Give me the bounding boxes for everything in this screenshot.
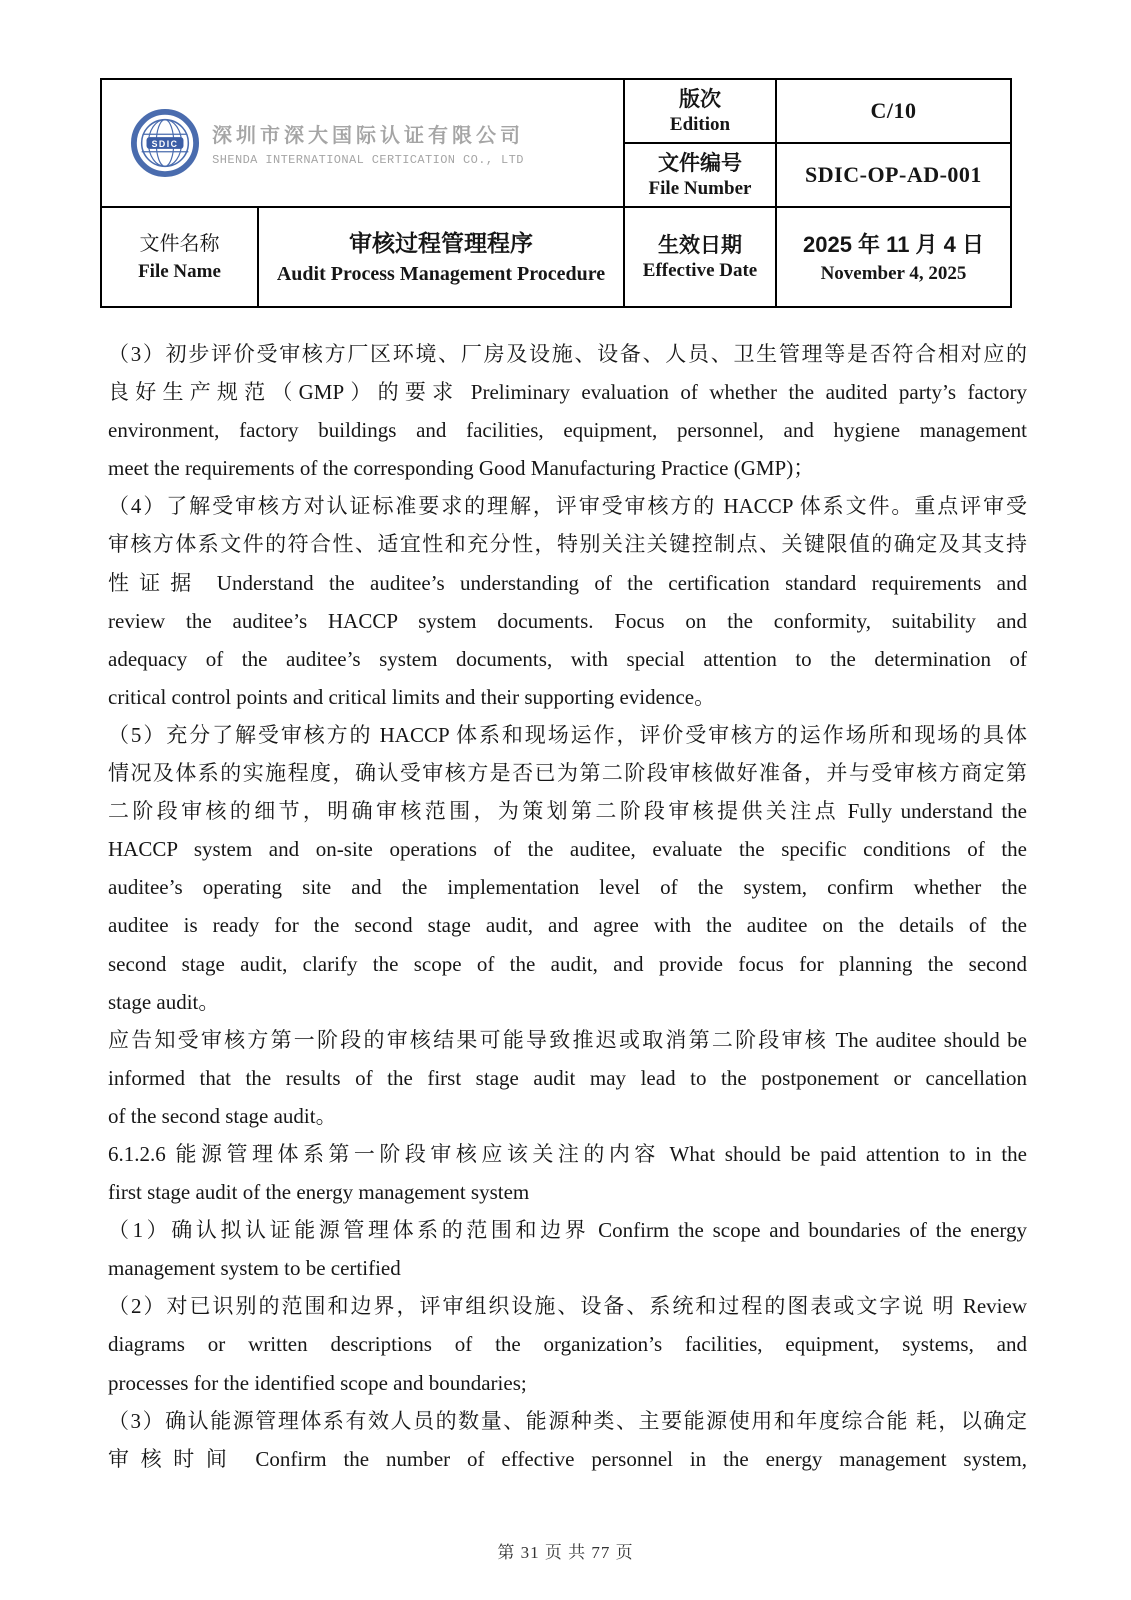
file-number-value: SDIC-OP-AD-001 bbox=[776, 143, 1011, 207]
logo-cell bbox=[101, 79, 624, 207]
body-line: 良好生产规范（GMP）的要求 Preliminary evaluation of whether the audited party’s factory bbox=[108, 380, 1027, 405]
company-name-zh: 深圳市深大国际认证有限公司 bbox=[212, 125, 524, 147]
edition-label-cell bbox=[624, 79, 776, 143]
body-line: （1）确认拟认证能源管理体系的范围和边界 Confirm the scope and boundaries of the energy bbox=[108, 1218, 1027, 1243]
effective-date-label-cell bbox=[624, 207, 776, 307]
effective-date-value-cell bbox=[776, 207, 1011, 307]
company-names bbox=[212, 119, 524, 167]
body-line: diagrams or written descriptions of the organization’s facilities, equipment, systems, and bbox=[108, 1332, 1027, 1357]
header-table bbox=[100, 78, 1012, 308]
body-line: stage audit。 bbox=[108, 989, 220, 1014]
file-name-label-zh: 文件名称 bbox=[139, 233, 220, 255]
body-line: （3）初步评价受审核方厂区环境、厂房及设施、设备、人员、卫生管理等是否符合相对应的 bbox=[108, 342, 1027, 366]
body-line: meet the requirements of the corresponding Good Manufacturing Practice (GMP)； bbox=[108, 456, 815, 481]
effective-date-label-zh: 生效日期 bbox=[658, 233, 742, 257]
edition-value: C/10 bbox=[776, 79, 1011, 143]
company-logo bbox=[102, 108, 623, 178]
file-number-label-cell bbox=[624, 143, 776, 207]
file-number-label-en: File Number bbox=[648, 177, 752, 199]
edition-label-en: Edition bbox=[669, 113, 731, 135]
body-line: adequacy of the auditee’s system documents, with special attention to the determination of bbox=[108, 646, 1027, 671]
body-line: （2）对已识别的范围和边界，评审组织设施、设备、系统和过程的图表或文字说 明 Review bbox=[108, 1294, 1027, 1319]
body-line: （5）充分了解受审核方的 HACCP 体系和现场运作，评价受审核方的运作场所和现场的具体 bbox=[108, 722, 1027, 747]
body-line: 审核时间 Confirm the number of effective personnel in the energy management system, bbox=[108, 1446, 1027, 1471]
company-logo-icon bbox=[130, 108, 200, 178]
body-line: first stage audit of the energy management system bbox=[108, 1180, 530, 1205]
body-line: 应告知受审核方第一阶段的审核结果可能导致推迟或取消第二阶段审核 The auditee should be bbox=[108, 1027, 1027, 1052]
body-line: 情况及体系的实施程度，确认受审核方是否已为第二阶段审核做好准备，并与受审核方商定第 bbox=[108, 761, 1027, 786]
body-lines bbox=[108, 335, 1027, 1478]
file-name-label-en: File Name bbox=[138, 261, 221, 282]
company-name-en: SHENDA INTERNATIONAL CERTICATION CO., LTD bbox=[212, 153, 524, 167]
body-line: informed that the results of the first stage audit may lead to the postponement or cancellation bbox=[108, 1065, 1027, 1090]
document-title-en: Audit Process Management Procedure bbox=[276, 262, 606, 285]
body-line: 审核方体系文件的符合性、适宜性和充分性，特别关注关键控制点、关键限值的确定及其支持 bbox=[108, 532, 1027, 557]
logo-badge-text: SDIC bbox=[151, 138, 179, 149]
document-title-cell bbox=[258, 207, 624, 307]
body-line: review the auditee’s HACCP system documents. Focus on the conformity, suitability and bbox=[108, 608, 1027, 633]
file-number-label-zh: 文件编号 bbox=[658, 151, 742, 175]
body-line: 二阶段审核的细节，明确审核范围，为策划第二阶段审核提供关注点 Fully understand the bbox=[108, 799, 1027, 824]
body-line: second stage audit, clarify the scope of the audit, and provide focus for planning the second bbox=[108, 951, 1027, 976]
effective-date-label-en: Effective Date bbox=[642, 259, 758, 281]
effective-date-en: November 4, 2025 bbox=[820, 262, 967, 284]
edition-label-zh: 版次 bbox=[679, 87, 721, 111]
body-line: management system to be certified bbox=[108, 1256, 401, 1281]
body-line: environment, factory buildings and facilities, equipment, personnel, and hygiene management bbox=[108, 418, 1027, 443]
body-line: processes for the identified scope and boundaries; bbox=[108, 1370, 527, 1395]
body-line: 性证据 Understand the auditee’s understanding of the certification standard requirements and bbox=[108, 570, 1027, 595]
effective-date-zh: 2025 年 11 月 4 日 bbox=[803, 231, 984, 257]
body-line: （3）确认能源管理体系有效人员的数量、能源种类、主要能源使用和年度综合能 耗，以确定 bbox=[108, 1408, 1027, 1433]
file-name-label-cell bbox=[101, 207, 258, 307]
body-line: 6.1.2.6 能源管理体系第一阶段审核应该关注的内容 What should be paid attention to in the bbox=[108, 1141, 1027, 1166]
page-number: 第 31 页 共 77 页 bbox=[497, 1543, 634, 1562]
body-line: of the second stage audit。 bbox=[108, 1103, 337, 1128]
body-line: auditee’s operating site and the implementation level of the system, confirm whether the bbox=[108, 875, 1027, 900]
body-line: （4）了解受审核方对认证标准要求的理解，评审受审核方的 HACCP 体系文件。重点评审受 bbox=[108, 494, 1027, 519]
page-footer bbox=[0, 1538, 1131, 1563]
body-line: HACCP system and on-site operations of the auditee, evaluate the specific conditions of the bbox=[108, 837, 1027, 862]
body-line: auditee is ready for the second stage audit, and agree with the auditee on the details of the bbox=[108, 913, 1027, 938]
document-title-zh: 审核过程管理程序 bbox=[349, 229, 533, 256]
body-line: critical control points and critical limits and their supporting evidence。 bbox=[108, 684, 716, 709]
